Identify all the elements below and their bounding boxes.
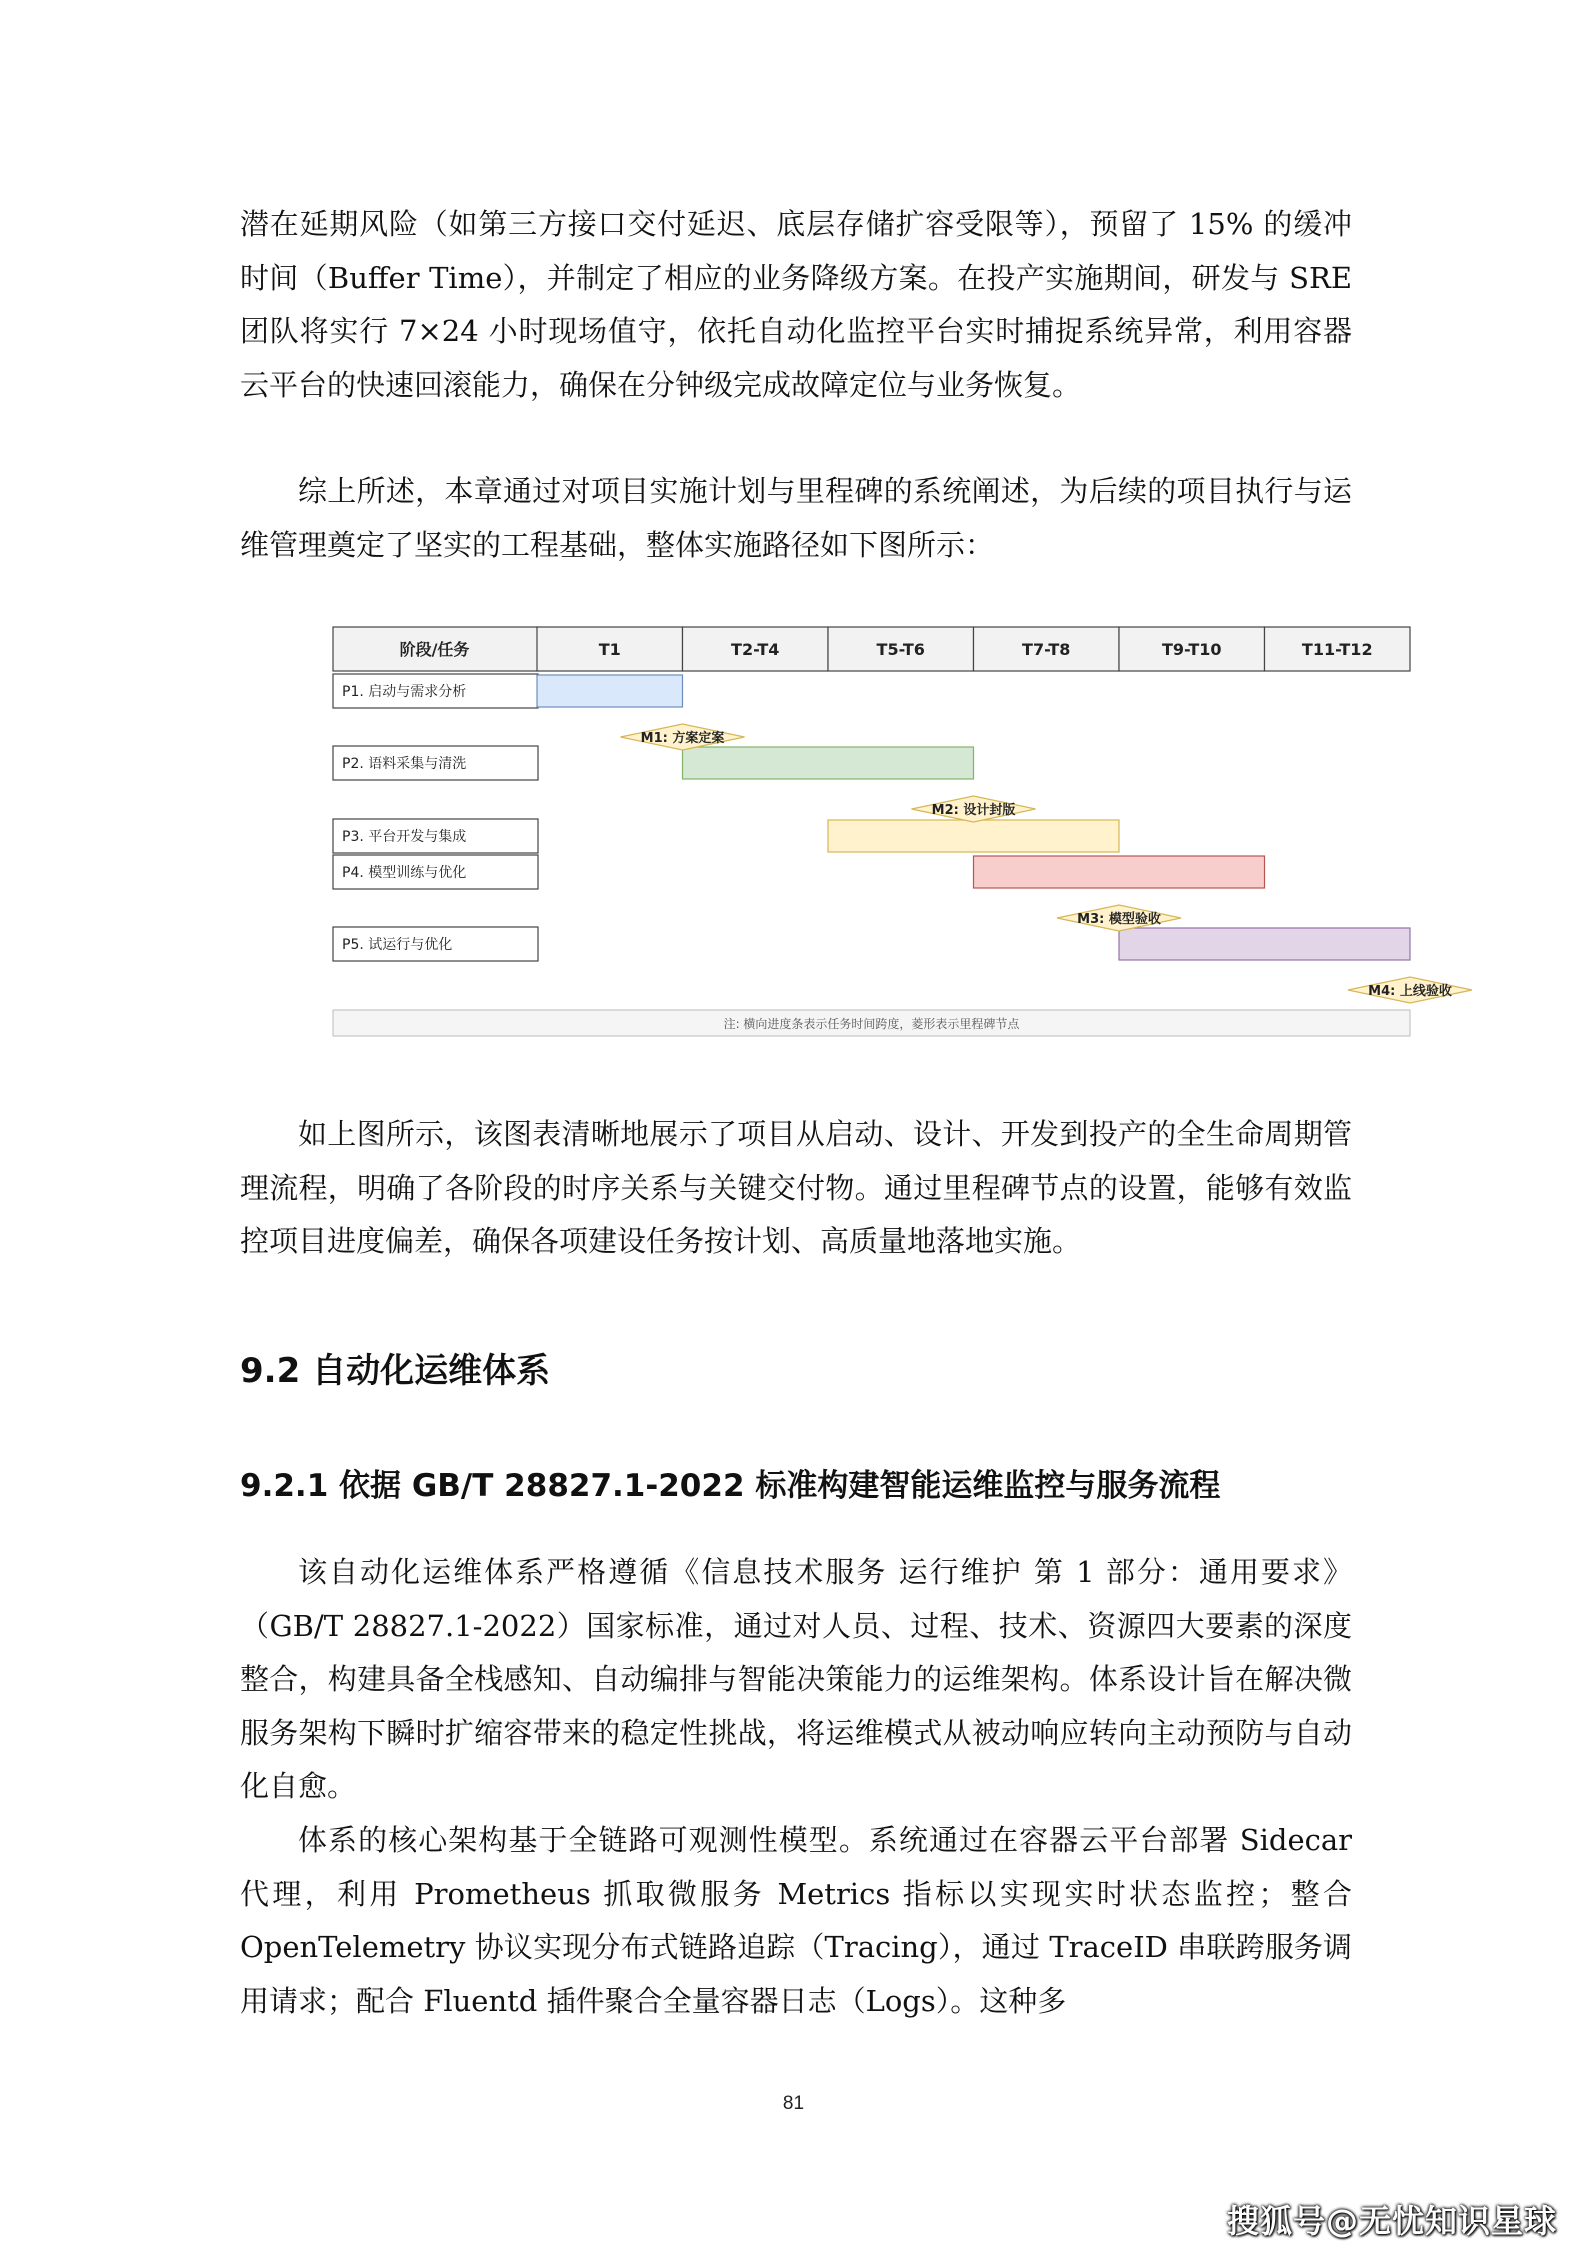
paragraph-standard: 该自动化运维体系严格遵循《信息技术服务 运行维护 第 1 部分：通用要求》（GB/T 28827.1-2022）国家标准，通过对人员、过程、技术、资源四大要素的深度整合，构建具备全栈感知、自动编排与智能决策能力的运维架构。体系设计旨在解决微服务架构下瞬时扩缩容带来的稳定性挑战，将运维模式从被动响应转向主动预防与自动化自愈。 [240, 1555, 1352, 1803]
paragraph-chart-description: 如上图所示，该图表清晰地展示了项目从启动、设计、开发到投产的全生命周期管理流程，明确了各阶段的时序关系与关键交付物。通过里程碑节点的设置，能够有效监控项目进度偏差，确保各项建设任务按计划、高质量地落地实施。 [240, 1117, 1352, 1258]
gantt-task-bar [1119, 928, 1410, 960]
paragraph-architecture: 体系的核心架构基于全链路可观测性模型。系统通过在容器云平台部署 Sidecar 代理，利用 Prometheus 抓取微服务 Metrics 指标以实现实时状态监控；整合 OpenTelemetry 协议实现分布式链路追踪（Tracing），通过 TraceID 串联跨服务调用请求；配合 Fluentd 插件聚合全量容器日志（Logs）。这种多 [240, 1823, 1352, 2018]
gantt-milestone-label: M4: 上线验收 [1368, 984, 1452, 999]
section-heading: 9.2 自动化运维体系 [240, 1351, 551, 1391]
watermark: 搜狐号@无忧知识星球 [1226, 2202, 1557, 2240]
gantt-task-label: P5. 试运行与优化 [342, 937, 453, 953]
subsection-heading: 9.2.1 依据 GB/T 28827.1-2022 标准构建智能运维监控与服务流程 [240, 1468, 1221, 1504]
page-number: 81 [782, 2093, 805, 2114]
gantt-header-label: 阶段/任务 [399, 640, 470, 659]
gantt-task-bar [683, 747, 974, 779]
gantt-chart [332, 626, 1452, 1044]
gantt-milestone-label: M2: 设计封版 [931, 803, 1016, 818]
gantt-column-header: T1 [598, 640, 621, 659]
paragraph-summary: 综上所述，本章通过对项目实施计划与里程碑的系统阐述，为后续的项目执行与运维管理奠定了坚实的工程基础，整体实施路径如下图所示： [240, 474, 1352, 562]
gantt-task-label: P2. 语料采集与清洗 [342, 756, 467, 772]
gantt-task-bar [537, 675, 683, 707]
gantt-column-header: T9-T10 [1161, 640, 1222, 659]
gantt-column-header: T7-T8 [1022, 640, 1071, 659]
gantt-task-bar [974, 856, 1265, 888]
gantt-milestone-label: M3: 模型验收 [1077, 912, 1161, 927]
gantt-column-header: T5-T6 [876, 640, 925, 659]
gantt-column-header: T2-T4 [731, 640, 780, 659]
gantt-milestone-label: M1: 方案定案 [640, 731, 725, 746]
gantt-task-label: P4. 模型训练与优化 [342, 865, 467, 881]
gantt-task-label: P1. 启动与需求分析 [342, 684, 467, 700]
gantt-task-bar [828, 820, 1119, 852]
paragraph-continuation: 潜在延期风险（如第三方接口交付延迟、底层存储扩容受限等），预留了 15% 的缓冲时间（Buffer Time），并制定了相应的业务降级方案。在投产实施期间，研发与 SRE 团队将实行 7×24 小时现场值守，依托自动化监控平台实时捕捉系统异常，利用容器云平台的快速回滚能力，确保在分钟级完成故障定位与业务恢复。 [240, 207, 1352, 402]
gantt-column-header: T11-T12 [1301, 640, 1373, 659]
gantt-note: 注: 横向进度条表示任务时间跨度，菱形表示里程碑节点 [723, 1017, 1020, 1031]
gantt-task-label: P3. 平台开发与集成 [342, 829, 467, 845]
